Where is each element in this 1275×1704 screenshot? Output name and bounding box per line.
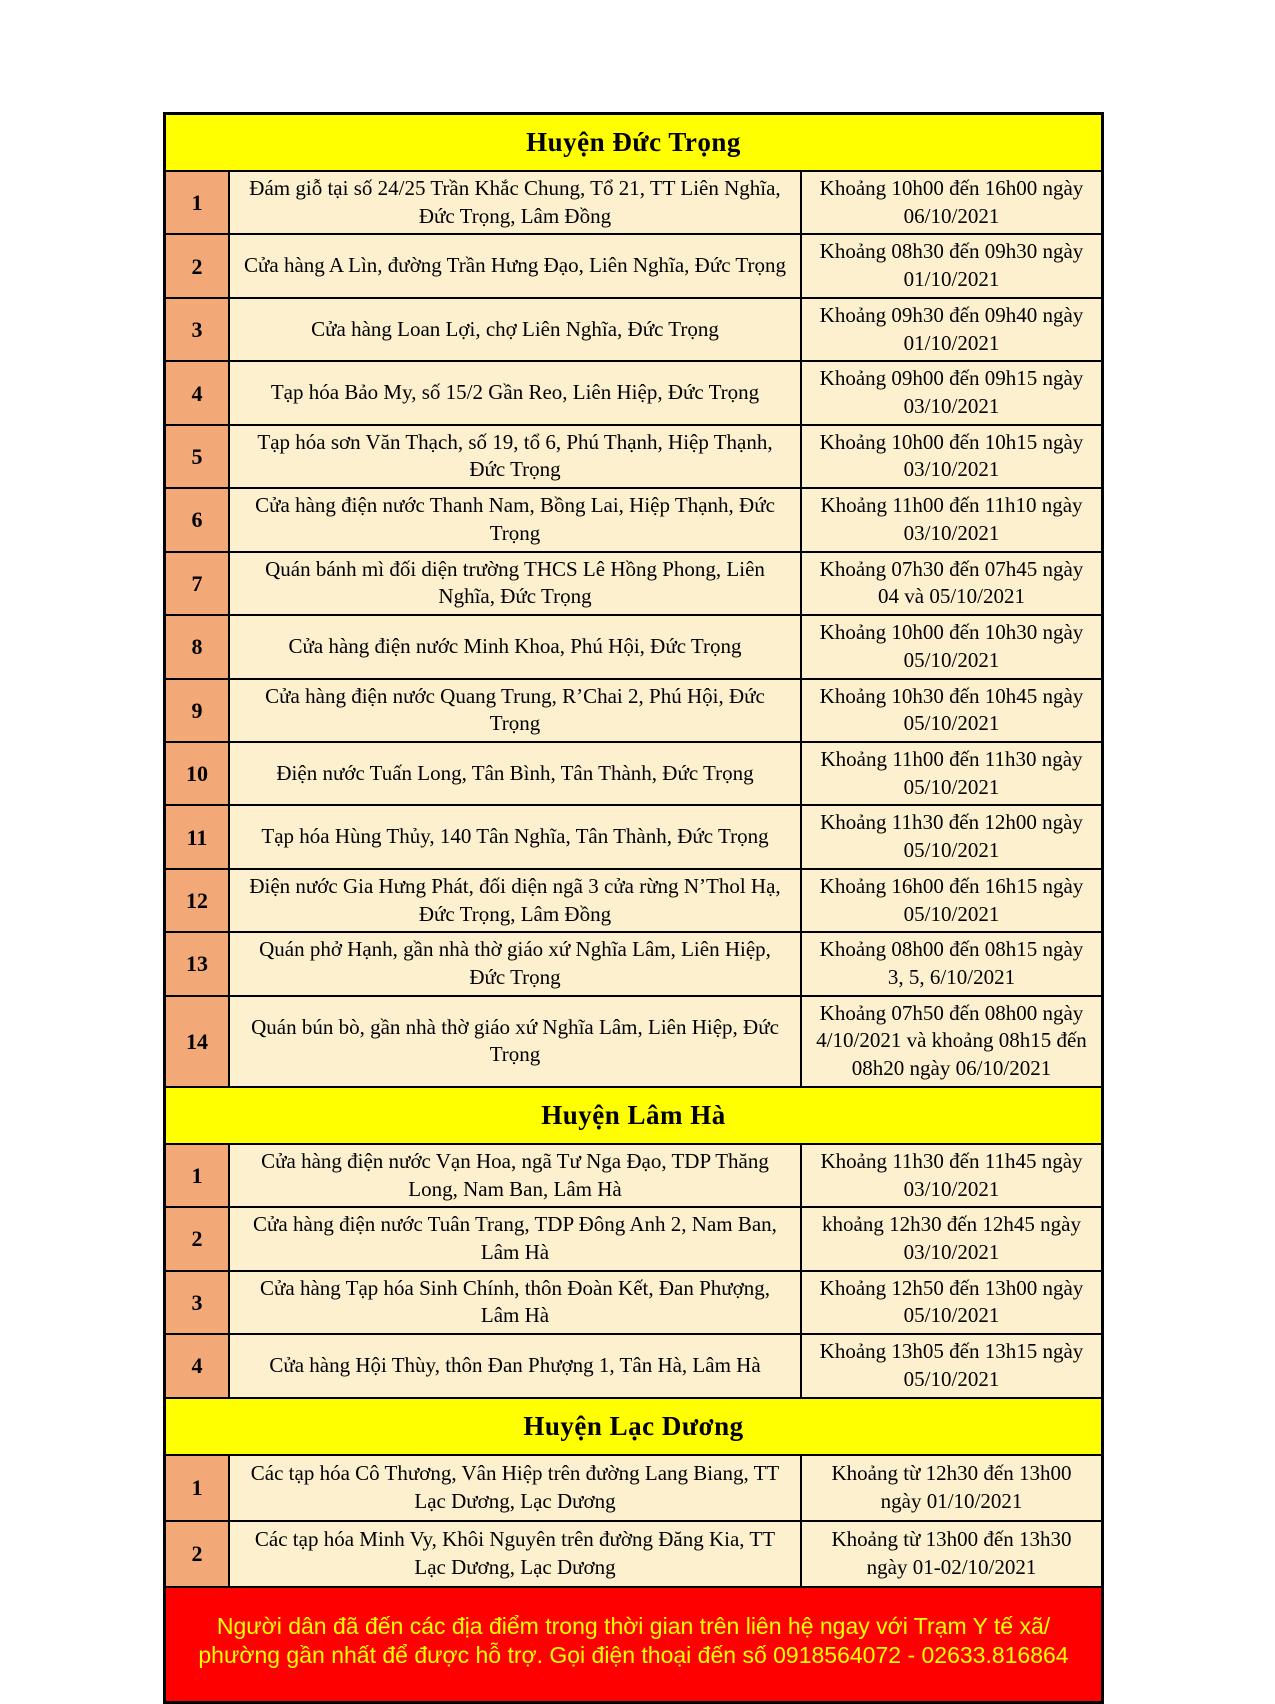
row-location: Đám giỗ tại số 24/25 Trần Khắc Chung, Tổ 21, TT Liên Nghĩa, Đức Trọng, Lâm Đồng <box>230 172 802 233</box>
row-time: Khoảng 09h30 đến 09h40 ngày 01/10/2021 <box>802 299 1101 360</box>
row-time: Khoảng 08h30 đến 09h30 ngày 01/10/2021 <box>802 235 1101 296</box>
row-time: Khoảng 12h50 đến 13h00 ngày 05/10/2021 <box>802 1272 1101 1333</box>
row-time: Khoảng 16h00 đến 16h15 ngày 05/10/2021 <box>802 870 1101 931</box>
row-index: 2 <box>166 235 230 296</box>
row-index: 11 <box>166 806 230 867</box>
row-index: 9 <box>166 680 230 741</box>
table-row <box>166 616 1101 679</box>
row-time: Khoảng 11h00 đến 11h30 ngày 05/10/2021 <box>802 743 1101 804</box>
row-index: 3 <box>166 299 230 360</box>
row-index: 1 <box>166 1456 230 1520</box>
table-row <box>166 235 1101 298</box>
row-index: 8 <box>166 616 230 677</box>
row-index: 12 <box>166 870 230 931</box>
row-index: 14 <box>166 997 230 1086</box>
row-time: Khoảng 10h30 đến 10h45 ngày 05/10/2021 <box>802 680 1101 741</box>
table-row <box>166 1522 1101 1588</box>
row-index: 4 <box>166 1335 230 1396</box>
section-header: Huyện Lâm Hà <box>166 1088 1101 1145</box>
table-row <box>166 1456 1101 1522</box>
row-index: 3 <box>166 1272 230 1333</box>
covid-visited-locations-table <box>163 112 1104 1704</box>
row-location: Cửa hàng Tạp hóa Sinh Chính, thôn Đoàn Kết, Đan Phượng, Lâm Hà <box>230 1272 802 1333</box>
table-row <box>166 299 1101 362</box>
table-row <box>166 362 1101 425</box>
table-row <box>166 426 1101 489</box>
row-location: Cửa hàng Hội Thùy, thôn Đan Phượng 1, Tân Hà, Lâm Hà <box>230 1335 802 1396</box>
row-location: Điện nước Gia Hưng Phát, đối diện ngã 3 cửa rừng N’Thol Hạ, Đức Trọng, Lâm Đồng <box>230 870 802 931</box>
row-index: 1 <box>166 172 230 233</box>
row-time: Khoảng từ 13h00 đến 13h30 ngày 01-02/10/2021 <box>802 1522 1101 1586</box>
row-time: Khoảng 10h00 đến 10h15 ngày 03/10/2021 <box>802 426 1101 487</box>
row-time: Khoảng 11h00 đến 11h10 ngày 03/10/2021 <box>802 489 1101 550</box>
table-row <box>166 1335 1101 1398</box>
table-row <box>166 553 1101 616</box>
row-time: khoảng 12h30 đến 12h45 ngày 03/10/2021 <box>802 1208 1101 1269</box>
row-index: 7 <box>166 553 230 614</box>
row-location: Điện nước Tuấn Long, Tân Bình, Tân Thành, Đức Trọng <box>230 743 802 804</box>
notice-footer: Người dân đã đến các địa điểm trong thời gian trên liên hệ ngay với Trạm Y tế xã/ phường gần nhất để được hỗ trợ. Gọi điện thoại đến số 0918564072 - 02633.816864 <box>166 1588 1101 1701</box>
row-time: Khoảng 07h50 đến 08h00 ngày 4/10/2021 và khoảng 08h15 đến 08h20 ngày 06/10/2021 <box>802 997 1101 1086</box>
row-location: Các tạp hóa Cô Thương, Vân Hiệp trên đường Lang Biang, TT Lạc Dương, Lạc Dương <box>230 1456 802 1520</box>
row-location: Cửa hàng điện nước Vạn Hoa, ngã Tư Nga Đạo, TDP Thăng Long, Nam Ban, Lâm Hà <box>230 1145 802 1206</box>
row-location: Quán phở Hạnh, gần nhà thờ giáo xứ Nghĩa Lâm, Liên Hiệp, Đức Trọng <box>230 933 802 994</box>
row-location: Cửa hàng A Lìn, đường Trần Hưng Đạo, Liên Nghĩa, Đức Trọng <box>230 235 802 296</box>
table-sections <box>166 115 1101 1588</box>
row-time: Khoảng 10h00 đến 16h00 ngày 06/10/2021 <box>802 172 1101 233</box>
row-index: 4 <box>166 362 230 423</box>
row-location: Cửa hàng điện nước Thanh Nam, Bồng Lai, Hiệp Thạnh, Đức Trọng <box>230 489 802 550</box>
row-time: Khoảng 13h05 đến 13h15 ngày 05/10/2021 <box>802 1335 1101 1396</box>
section-header: Huyện Đức Trọng <box>166 115 1101 172</box>
table-row <box>166 997 1101 1088</box>
table-row <box>166 680 1101 743</box>
table-row <box>166 806 1101 869</box>
row-location: Cửa hàng điện nước Minh Khoa, Phú Hội, Đức Trọng <box>230 616 802 677</box>
row-index: 10 <box>166 743 230 804</box>
row-time: Khoảng 07h30 đến 07h45 ngày 04 và 05/10/2021 <box>802 553 1101 614</box>
row-time: Khoảng 11h30 đến 11h45 ngày 03/10/2021 <box>802 1145 1101 1206</box>
table-row <box>166 1145 1101 1208</box>
row-index: 6 <box>166 489 230 550</box>
district-section <box>166 115 1101 1088</box>
row-index: 2 <box>166 1522 230 1586</box>
row-index: 1 <box>166 1145 230 1206</box>
row-index: 2 <box>166 1208 230 1269</box>
row-location: Quán bánh mì đối diện trường THCS Lê Hồng Phong, Liên Nghĩa, Đức Trọng <box>230 553 802 614</box>
table-row <box>166 172 1101 235</box>
row-location: Tạp hóa Hùng Thủy, 140 Tân Nghĩa, Tân Thành, Đức Trọng <box>230 806 802 867</box>
row-time: Khoảng 11h30 đến 12h00 ngày 05/10/2021 <box>802 806 1101 867</box>
row-location: Cửa hàng Loan Lợi, chợ Liên Nghĩa, Đức Trọng <box>230 299 802 360</box>
row-index: 5 <box>166 426 230 487</box>
table-row <box>166 743 1101 806</box>
row-time: Khoảng 10h00 đến 10h30 ngày 05/10/2021 <box>802 616 1101 677</box>
row-location: Tạp hóa Bảo My, số 15/2 Gần Reo, Liên Hiệp, Đức Trọng <box>230 362 802 423</box>
row-location: Cửa hàng điện nước Quang Trung, R’Chai 2, Phú Hội, Đức Trọng <box>230 680 802 741</box>
table-row <box>166 1272 1101 1335</box>
district-section <box>166 1399 1101 1588</box>
district-section <box>166 1088 1101 1399</box>
row-time: Khoảng 09h00 đến 09h15 ngày 03/10/2021 <box>802 362 1101 423</box>
row-time: Khoảng từ 12h30 đến 13h00 ngày 01/10/2021 <box>802 1456 1101 1520</box>
row-location: Cửa hàng điện nước Tuân Trang, TDP Đông Anh 2, Nam Ban, Lâm Hà <box>230 1208 802 1269</box>
row-location: Tạp hóa sơn Văn Thạch, số 19, tổ 6, Phú Thạnh, Hiệp Thạnh, Đức Trọng <box>230 426 802 487</box>
table-row <box>166 489 1101 552</box>
row-time: Khoảng 08h00 đến 08h15 ngày 3, 5, 6/10/2021 <box>802 933 1101 994</box>
row-index: 13 <box>166 933 230 994</box>
row-location: Quán bún bò, gần nhà thờ giáo xứ Nghĩa Lâm, Liên Hiệp, Đức Trọng <box>230 997 802 1086</box>
row-location: Các tạp hóa Minh Vy, Khôi Nguyên trên đường Đăng Kia, TT Lạc Dương, Lạc Dương <box>230 1522 802 1586</box>
table-row <box>166 870 1101 933</box>
table-row <box>166 1208 1101 1271</box>
table-row <box>166 933 1101 996</box>
section-header: Huyện Lạc Dương <box>166 1399 1101 1456</box>
